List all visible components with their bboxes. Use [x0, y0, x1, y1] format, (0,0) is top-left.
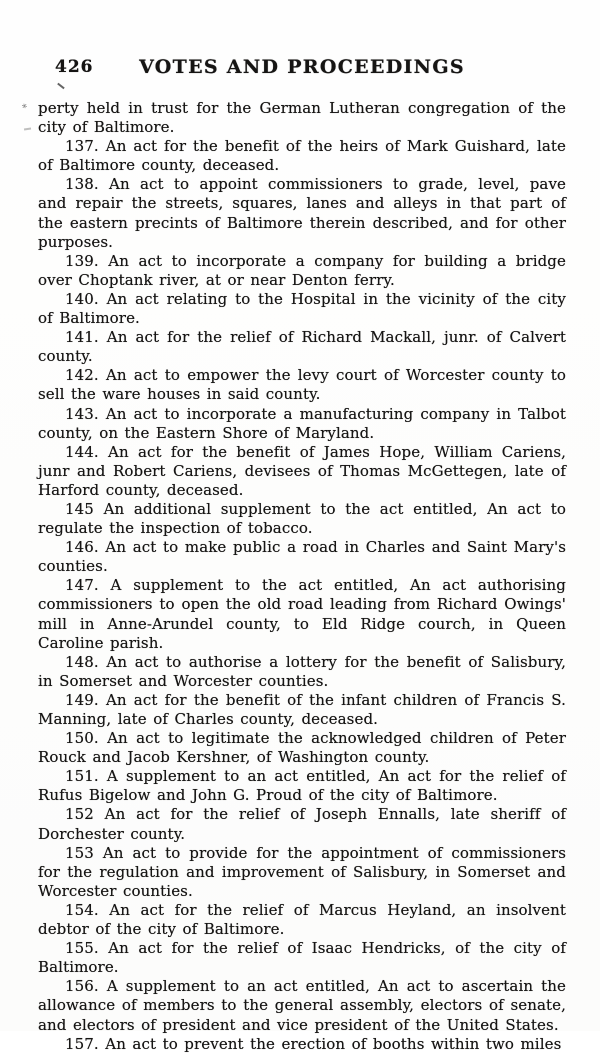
act-paragraph: 137. An act for the benefit of the heirs of Mark Guishard, late of Baltimore county, deceased. — [38, 137, 566, 175]
act-paragraph: 144. An act for the benefit of James Hope, William Cariens, junr and Robert Cariens, devisees of Thomas McGettegen, late of Harford county, deceased. — [38, 442, 566, 499]
act-paragraph: 146. An act to make public a road in Charles and Saint Mary's counties. — [38, 538, 566, 576]
page-title: VOTES AND PROCEEDINGS — [139, 56, 465, 78]
act-paragraph: 142. An act to empower the levy court of Worcester county to sell the ware houses in said county. — [38, 366, 566, 404]
act-paragraph: perty held in trust for the German Lutheran congregation of the city of Baltimore. — [38, 99, 566, 137]
act-paragraph: 140. An act relating to the Hospital in the vicinity of the city of Baltimore. — [38, 289, 566, 328]
act-paragraph: 151. A supplement to an act entitled, An act for the relief of Rufus Bigelow and John G. Proud of the city of Baltimore. — [38, 767, 566, 805]
act-paragraph: 139. An act to incorporate a company for building a bridge over Choptank river, at or near Denton ferry. — [38, 251, 566, 289]
act-list — [38, 99, 566, 1054]
margin-annotation-mark: ⁎ — [20, 99, 29, 112]
act-paragraph: 147. A supplement to the act entitled, An act authorising commissioners to open the old road leading from Richard Owings' mill in Anne-Arundel county, to Eld Ridge courch, in Queen Caroline parish. — [38, 576, 566, 652]
act-paragraph: 148. An act to authorise a lottery for the benefit of Salisbury, in Somerset and Worcester counties. — [38, 652, 566, 690]
page-header — [38, 56, 566, 82]
act-paragraph: 156. A supplement to an act entitled, An act to ascertain the allowance of members to the general assembly, electors of senate, and electors of president and vice president of the United States. — [38, 977, 566, 1034]
margin-stray-mark — [24, 128, 31, 131]
act-paragraph: 143. An act to incorporate a manufacturing company in Talbot county, on the Eastern Shore of Maryland. — [38, 404, 566, 442]
act-paragraph: 152 An act for the relief of Joseph Ennalls, late sheriff of Dorchester county. — [38, 805, 566, 843]
act-paragraph: 154. An act for the relief of Marcus Heyland, an insolvent debtor of the city of Baltimore. — [38, 900, 566, 939]
act-paragraph: 149. An act for the benefit of the infant children of Francis S. Manning, late of Charles county, deceased. — [38, 690, 566, 728]
act-paragraph: 155. An act for the relief of Isaac Hendricks, of the city of Baltimore. — [38, 939, 566, 977]
act-paragraph: 145 An additional supplement to the act entitled, An act to regulate the inspection of tobacco. — [38, 499, 566, 538]
page-number: 426 — [55, 57, 94, 77]
act-paragraph: 150. An act to legitimate the acknowledged children of Peter Rouck and Jacob Kershner, of Washington county. — [38, 729, 566, 767]
act-paragraph: 153 An act to provide for the appointment of commissioners for the regulation and improvement of Salisbury, in Somerset and Worcester counties. — [38, 843, 566, 900]
page-number-stray-mark — [57, 83, 64, 89]
act-paragraph: 138. An act to appoint commissioners to grade, level, pave and repair the streets, squares, lanes and alleys in that part of the eastern precints of Baltimore therein described, and for other purposes. — [38, 175, 566, 251]
act-paragraph: 141. An act for the relief of Richard Mackall, junr. of Calvert county. — [38, 328, 566, 366]
act-paragraph: 157. An act to prevent the erection of booths within two miles — [65, 1034, 562, 1053]
